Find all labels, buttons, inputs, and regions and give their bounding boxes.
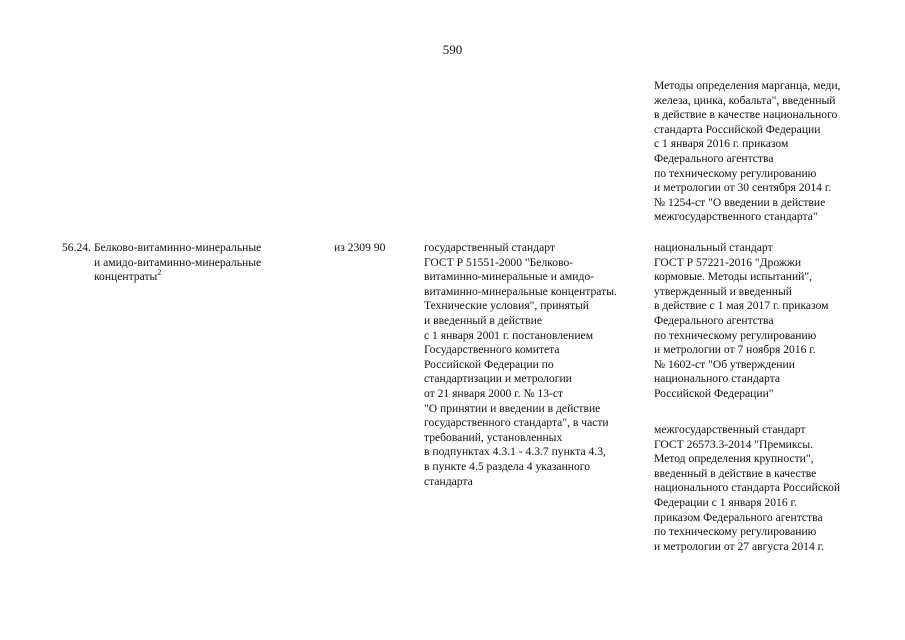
row-number: 56.24.: [62, 241, 91, 254]
tnved-code: из 2309 90: [334, 241, 386, 254]
product-name: Белково-витаминно-минеральные и амидо-витаминно-минеральные концентраты: [94, 241, 262, 284]
test-method-standard-1: национальный стандарт ГОСТ Р 57221-2016 "Дрожжи кормовые. Методы испытаний", утвержденный и введенный в действие с 1 мая 2017 г. приказом Федерального агентства по техническому регулированию и метрологии от 7 ноября 2016 г. № 1602-ст "Об утверждении национального стандарта Российской Федерации": [654, 241, 829, 400]
test-method-standard-2: межгосударственный стандарт ГОСТ 26573.3-2014 "Премиксы. Метод определения крупности", введенный в действие в качестве национального стандарта Российской Федерации с 1 января 2016 г. приказом Федерального агентства по техническому регулированию и метрологии от 27 августа 2014 г.: [654, 423, 841, 553]
footnote-marker: 2: [157, 268, 162, 278]
page-number: 590: [442, 42, 463, 57]
requirements-standard-text: государственный стандарт ГОСТ Р 51551-2000 "Белково- витаминно-минеральные и амидо- витаминно-минеральные концентраты. Технические условия", принятый и введенный в действие с 1 января 2001 г. постановлением Государственного комитета Российской Федерации по стандартизации и метрологии от 21 января 2000 г. № 13-ст "О принятии и введении в действие государственного стандарта", в части требований, установленных в подпунктах 4.3.1 - 4.3.7 пункта 4.3, в пункте 4.5 раздела 4 указанного стандарта: [424, 241, 617, 488]
product-name-cell: [94, 241, 261, 285]
continuation-standard-text: Методы определения марганца, меди, железа, цинка, кобальта", введенный в действие в качестве национального стандарта Российской Федерации с 1 января 2016 г. приказом Федерального агентства по техническому регулированию и метрологии от 30 сентября 2014 г. № 1254-ст "О введении в действие межгосударственного стандарта": [654, 79, 841, 224]
